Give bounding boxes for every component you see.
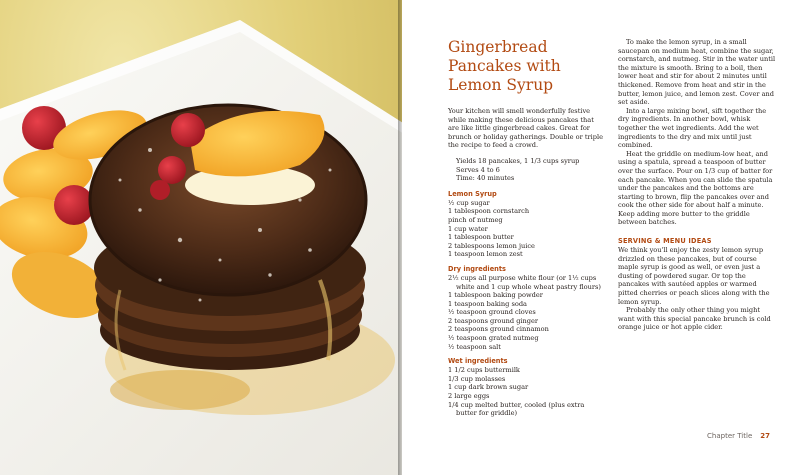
method-paragraph: Into a large mixing bowl, sift together the dry ingredients. In another bowl, whisk together the wet ingredients. Add the wet ingredients to the dry and mix until just combined. xyxy=(618,106,767,150)
ingredient-item: 1 teaspoon lemon zest xyxy=(448,250,523,259)
ingredient-list-wet xyxy=(448,366,606,418)
ingredient-item: 2 large eggs xyxy=(448,392,490,401)
strawberry xyxy=(54,185,94,225)
page-footer xyxy=(707,432,770,440)
section-heading-wet-ingredients: Wet ingredients xyxy=(448,357,508,366)
yield-line: Serves 4 to 6 xyxy=(456,165,500,174)
page-number: 27 xyxy=(760,432,770,440)
serving-paragraph: We think you'll enjoy the zesty lemon syrup drizzled on these pancakes, but of course maple syrup is good as well, or even just a dusting of powdered sugar. Or top the pancakes with sautéed apples or warmed pitted cherries or peach slices along with the lemon syrup. xyxy=(618,246,770,306)
ingredient-item: 2½ cups all purpose white flour (or 1½ cups white and 1 cup whole wheat pastry flours) xyxy=(448,273,602,291)
ingredient-item: 1 tablespoon cornstarch xyxy=(448,207,530,216)
serving-paragraph: Probably the only other thing you might want with this special pancake brunch is cold orange juice or hot apple cider. xyxy=(618,306,771,332)
ingredient-item: pinch of nutmeg xyxy=(448,215,503,224)
raspberry xyxy=(171,113,205,147)
ingredient-list-lemon-syrup xyxy=(448,199,606,259)
chapter-title: Chapter Title xyxy=(707,432,753,440)
recipe-yields xyxy=(448,157,606,183)
section-heading-lemon-syrup: Lemon Syrup xyxy=(448,189,497,198)
ingredient-list-dry xyxy=(448,274,606,351)
ingredient-item: 1/3 cup molasses xyxy=(448,374,506,383)
yield-line: Time: 40 minutes xyxy=(456,174,515,183)
ingredient-item: 1 1/2 cups buttermilk xyxy=(448,366,520,375)
ingredient-item: 2 teaspoons ground cinnamon xyxy=(448,325,549,334)
ingredient-item: ½ teaspoon salt xyxy=(448,342,501,351)
ingredient-item: 1 cup water xyxy=(448,224,488,233)
recipe-page xyxy=(402,0,800,475)
ingredient-item: 2 tablespoons lemon juice xyxy=(448,241,535,250)
ingredient-item: ½ teaspoon ground cloves xyxy=(448,308,536,317)
ingredient-item: 1 tablespoon baking powder xyxy=(448,291,543,300)
section-heading-serving: SERVING & MENU IDEAS xyxy=(618,237,712,246)
section-heading-dry-ingredients: Dry ingredients xyxy=(448,264,506,273)
ingredient-item: 1 cup dark brown sugar xyxy=(448,383,529,392)
ingredient-item: 1/4 cup melted butter, cooled (plus extra butter for griddle) xyxy=(448,400,585,418)
ingredient-item: 2 teaspoons ground ginger xyxy=(448,316,539,325)
method-paragraph: Heat the griddle on medium-low heat, and using a spatula, spread a teaspoon of butter over the surface. Pour on 1/3 cup of batter for each pancake. When you can slide the spatula under the pancakes and the bottoms are starting to brown, flip the pancakes over and cook the other side for about half a minute. Keep adding more butter to the griddle between batches. xyxy=(618,149,773,227)
ingredient-item: ½ teaspoon grated nutmeg xyxy=(448,334,539,343)
method-paragraph: To make the lemon syrup, in a small saucepan on medium heat, combine the sugar, cornstarch, and nutmeg. Stir in the water until the mixture is smooth. Bring to a boil, then lower heat and stir for about 2 minutes until thickened. Remove from heat and stir in the butter, lemon juice, and lemon zest. Cover and set aside. xyxy=(618,38,776,107)
yield-line: Yields 18 pancakes, 1 1/3 cups syrup xyxy=(456,156,580,165)
recipe-intro: Your kitchen will smell wonderfully festive while making these delicious pancakes that are like little gingerbread cakes. Great for brunch or holiday gatherings. Double or triple the recipe to feed a crowd. xyxy=(448,107,603,150)
recipe-column-left xyxy=(448,38,606,424)
recipe-title: Gingerbread Pancakes with Lemon Syrup xyxy=(448,38,561,94)
ingredient-item: 1 teaspoon baking soda xyxy=(448,299,527,308)
ingredient-item: 1 tablespoon butter xyxy=(448,233,514,242)
ingredient-item: ½ cup sugar xyxy=(448,198,490,207)
recipe-column-right xyxy=(618,38,778,332)
